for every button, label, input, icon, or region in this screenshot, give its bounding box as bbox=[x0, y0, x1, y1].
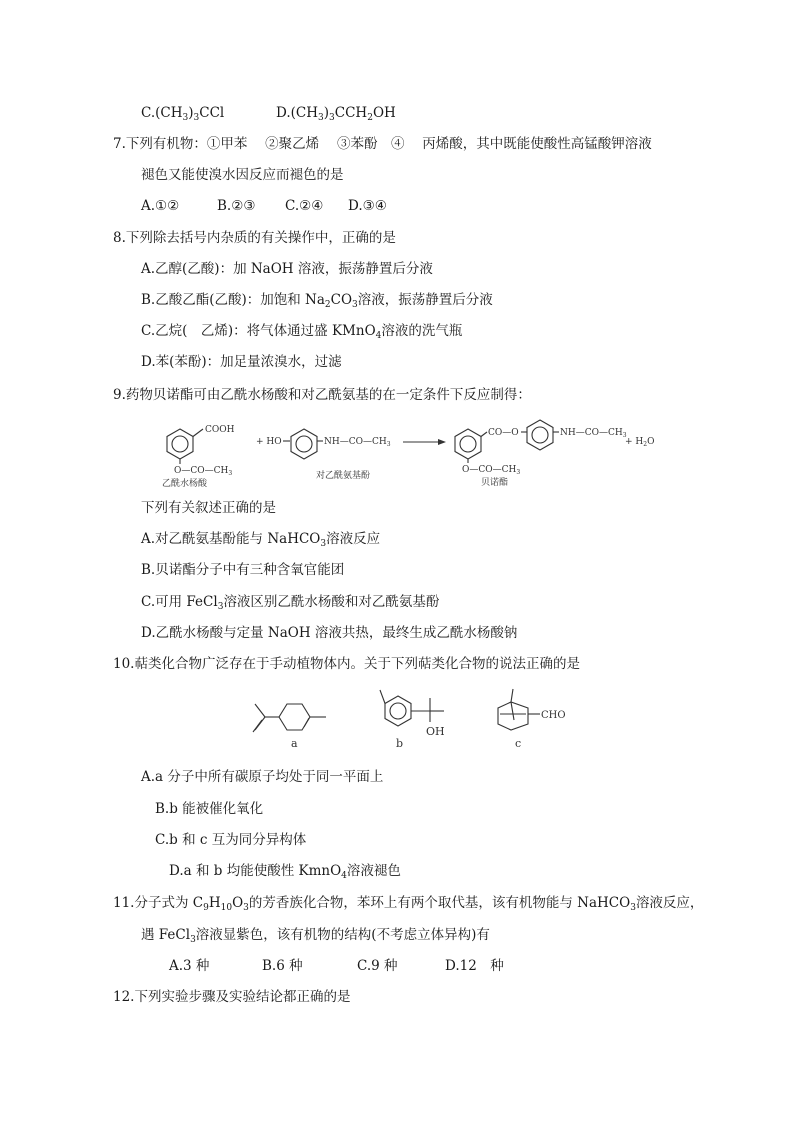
subscript: 3 bbox=[352, 300, 358, 310]
subscript: 3 bbox=[190, 935, 196, 945]
q11-text: 溶液显紫色，该有机物的结构(不考虑立体异构)有 bbox=[195, 927, 490, 943]
q8-optb-text: 溶液，振荡静置后分液 bbox=[357, 292, 493, 308]
q11-stem-line1 bbox=[113, 894, 703, 912]
q8-option-d: D.苯(苯酚)：加足量浓溴水，过滤 bbox=[141, 354, 342, 370]
subscript: 3 bbox=[243, 903, 249, 913]
q8-option-a: A.乙醇(乙酸)：加 NaOH 溶液，振荡静置后分液 bbox=[141, 261, 433, 277]
q9-option-c bbox=[141, 593, 439, 611]
subscript: 10 bbox=[220, 903, 233, 913]
q10-stem: 10.萜类化合物广泛存在于手动植物体内。关于下列萜类化合物的说法正确的是 bbox=[113, 656, 580, 672]
compound-b-structure bbox=[380, 690, 445, 750]
q7-option-a: A.①② bbox=[141, 198, 180, 214]
subscript: 3 bbox=[630, 903, 636, 913]
q8-stem: 8.下列除去括号内杂质的有关操作中，正确的是 bbox=[113, 230, 396, 246]
q8-optc-text: 溶液的洗气瓶 bbox=[381, 323, 463, 339]
q7-stem-line2: 褪色又能使溴水因反应而褪色的是 bbox=[141, 167, 344, 183]
q10-option-b: B.b 能被催化氧化 bbox=[155, 801, 264, 817]
q11-text: 11.分子式为 C bbox=[113, 895, 204, 911]
water-label: + $H_2O$ bbox=[625, 437, 655, 448]
q9-optc-text: 溶液区别乙酰水杨酸和对乙酰氨基酚 bbox=[223, 594, 440, 610]
compound-a-structure bbox=[253, 704, 326, 750]
subscript: 2 bbox=[324, 300, 331, 310]
nh-label: $NH—CO—CH_3$ bbox=[324, 437, 391, 448]
q6-option-c bbox=[141, 104, 224, 122]
q6-optc-text: CCl bbox=[199, 105, 225, 121]
q9-subquestion: 下列有关叙述正确的是 bbox=[141, 500, 276, 516]
label-b: b bbox=[396, 737, 404, 750]
q11-option-b: B.6 种 bbox=[262, 958, 303, 974]
acetaminophen-structure bbox=[256, 429, 391, 481]
acetyl-label: $O—CO—CH_3$ bbox=[174, 466, 233, 477]
subscript: 2 bbox=[367, 113, 373, 123]
q6-optd-text: D.(CH bbox=[276, 105, 319, 121]
q7-option-c: C.②④ bbox=[285, 198, 324, 214]
q11-text: 遇 FeCl bbox=[141, 927, 191, 943]
q8-optb-text: B.乙酸乙酯(乙酸)：加饱和 Na bbox=[141, 292, 325, 308]
benorilate-structure bbox=[455, 420, 627, 488]
q11-option-a: A.3 种 bbox=[169, 958, 210, 974]
q10-optd-text: 溶液褪色 bbox=[346, 863, 401, 879]
q11-text: H bbox=[208, 895, 221, 911]
plus-ho-label: + HO bbox=[256, 437, 282, 447]
q10-structures bbox=[240, 684, 580, 754]
nh2-label: $NH—CO—CH_3$ bbox=[560, 428, 627, 439]
q8-option-c bbox=[141, 322, 462, 340]
compound-c-structure bbox=[498, 689, 566, 750]
label-a: a bbox=[291, 737, 298, 750]
q9-stem: 9.药物贝诺酯可由乙酰水杨酸和对乙酰氨基的在一定条件下反应制得： bbox=[113, 387, 531, 403]
q9-option-b: B.贝诺酯分子中有三种含氧官能团 bbox=[141, 562, 345, 578]
label-c: c bbox=[515, 737, 522, 750]
compound-name-1: 乙酰水杨酸 bbox=[162, 479, 208, 489]
q9-option-d: D.乙酰水杨酸与定量 NaOH 溶液共热，最终生成乙酰水杨酸钠 bbox=[141, 625, 518, 641]
q9-reaction-scheme bbox=[150, 415, 670, 490]
q11-stem-line2 bbox=[141, 926, 490, 944]
q7-stem-line1: 7.下列有机物：①甲苯 ②聚乙烯 ③苯酚 ④ 丙烯酸，其中既能使酸性高锰酸钾溶液 bbox=[113, 136, 652, 152]
arrow-head-icon bbox=[438, 439, 446, 445]
q6-optd-text: ) bbox=[323, 105, 330, 121]
q9-optc-text: C.可用 FeCl bbox=[141, 594, 218, 610]
q10-optd-text: D.a 和 b 均能使酸性 KmnO bbox=[169, 863, 342, 879]
q11-text: 溶液反应， bbox=[635, 895, 704, 911]
q6-optc-text: C.(CH bbox=[141, 105, 183, 121]
compound-name-2: 对乙酰氨基酚 bbox=[316, 471, 371, 481]
q6-option-d bbox=[276, 104, 396, 122]
acetylsalicylic-acid-structure bbox=[162, 425, 235, 489]
subscript: 3 bbox=[193, 113, 200, 123]
subscript: 3 bbox=[318, 113, 324, 123]
q10-option-a: A.a 分子中所有碳原子均处于同一平面上 bbox=[141, 769, 384, 785]
q11-text: O bbox=[232, 895, 244, 911]
cooh-label: COOH bbox=[205, 425, 235, 435]
subscript: 4 bbox=[375, 331, 382, 341]
q9-opta-text: A.对乙酰氨基酚能与 NaHCO bbox=[141, 531, 321, 547]
q11-option-c: C.9 种 bbox=[357, 958, 398, 974]
subscript: 3 bbox=[182, 113, 189, 123]
subscript: 3 bbox=[217, 602, 224, 612]
cho-label: CHO bbox=[541, 710, 566, 721]
q8-optb-text: CO bbox=[330, 292, 353, 308]
q7-option-b: B.②③ bbox=[217, 198, 256, 214]
q8-option-b bbox=[141, 291, 493, 309]
q10-option-d bbox=[169, 862, 401, 880]
subscript: 3 bbox=[320, 539, 327, 549]
q11-option-d: D.12 种 bbox=[445, 958, 504, 974]
q11-text: 的芳香族化合物，苯环上有两个取代基，该有机物能与 NaHCO bbox=[248, 895, 631, 911]
q6-optc-text: ) bbox=[188, 105, 194, 121]
q10-option-c: C.b 和 c 互为同分异构体 bbox=[155, 832, 307, 848]
subscript: 4 bbox=[341, 871, 347, 881]
q12-stem: 12.下列实验步骤及实验结论都正确的是 bbox=[113, 989, 351, 1005]
acetyl-label-2: $O—CO—CH_3$ bbox=[462, 465, 521, 476]
ester-label: CO—O bbox=[488, 428, 519, 438]
oh-label: OH bbox=[426, 725, 445, 738]
q9-option-a bbox=[141, 530, 380, 548]
subscript: 9 bbox=[203, 903, 209, 913]
q6-optd-text: CCH bbox=[334, 105, 368, 121]
q8-optc-text: C.乙烷( 乙烯)：将气体通过盛 KMnO bbox=[141, 323, 376, 339]
q6-optd-text: OH bbox=[372, 105, 396, 121]
q9-opta-text: 溶液反应 bbox=[326, 531, 381, 547]
compound-name-3: 贝诺酯 bbox=[481, 478, 509, 488]
subscript: 3 bbox=[329, 113, 335, 123]
q7-option-d: D.③④ bbox=[348, 198, 387, 214]
